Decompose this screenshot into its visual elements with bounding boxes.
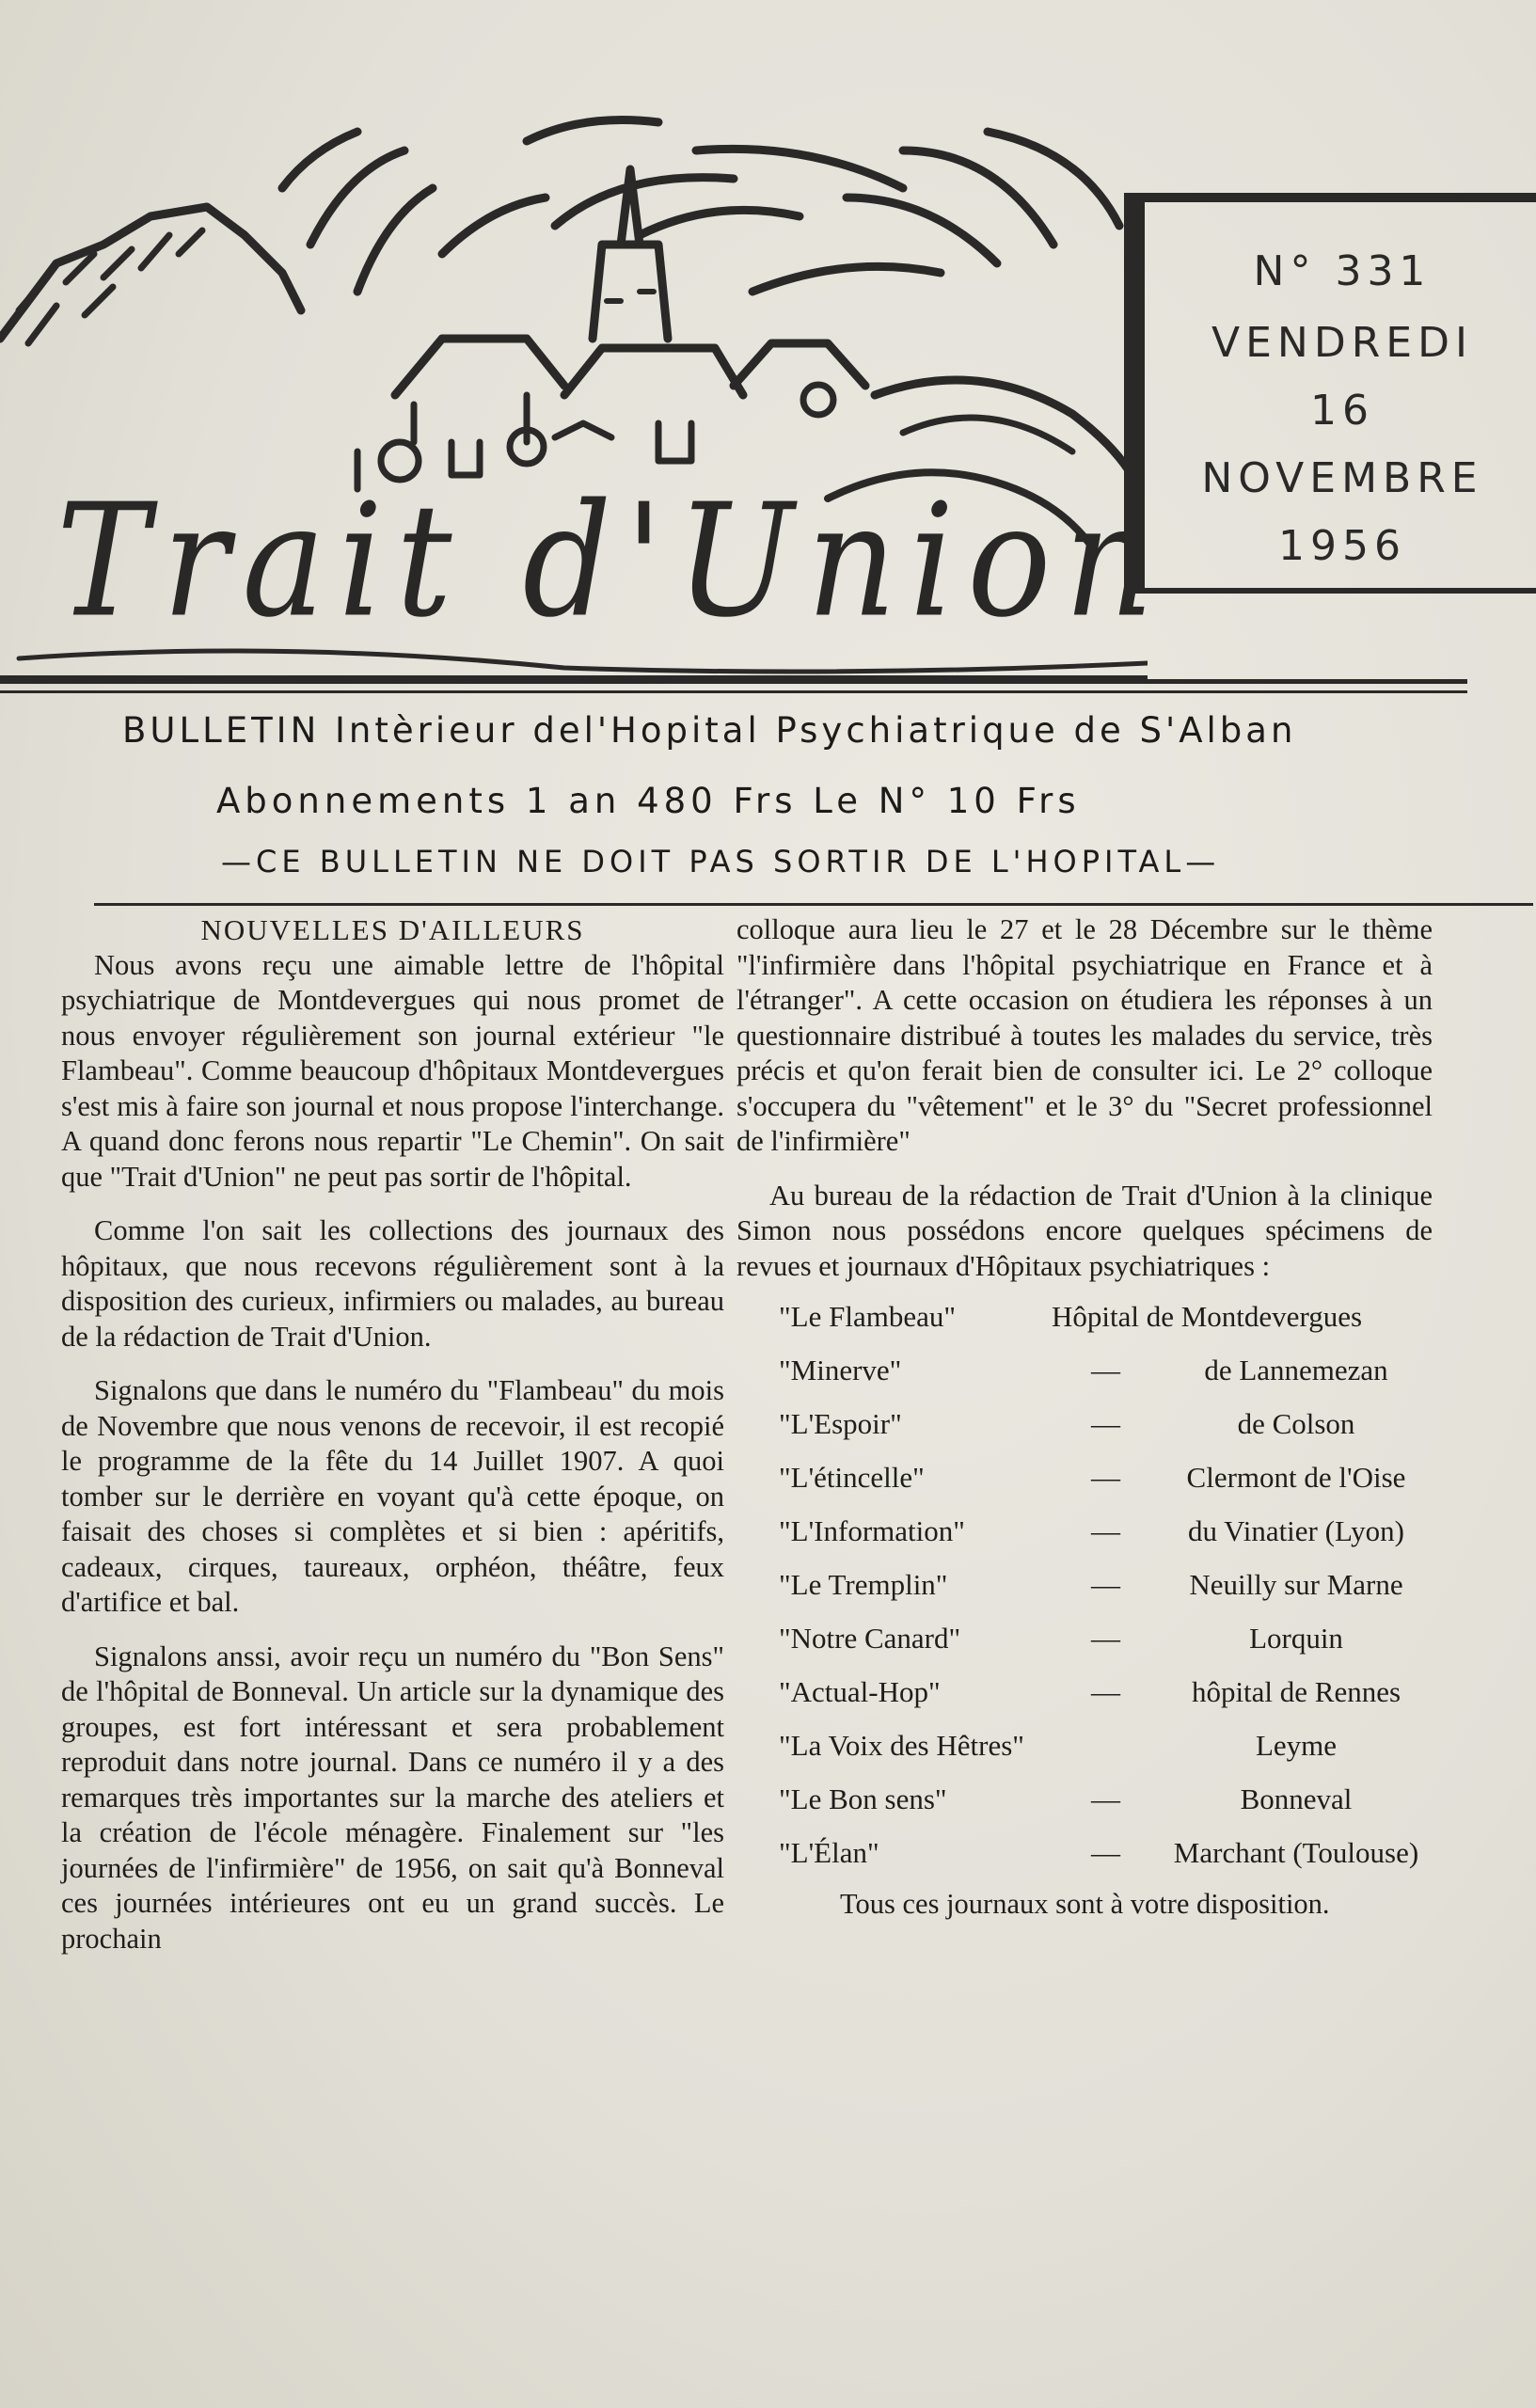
paragraph: Tous ces journaux sont à votre disposition. <box>840 1888 1330 1920</box>
list-item <box>736 1290 1433 1343</box>
masthead-title: Trait d'Union <box>56 470 1167 652</box>
issue-number: N° 331 <box>1253 247 1432 295</box>
paragraph: Au bureau de la rédaction de Trait d'Union à la clinique Simon nous possédons encore quelques spécimens de revues et journaux d'Hôpitaux psychiatriques : <box>736 1179 1433 1282</box>
journal-place: Lorquin <box>1249 1621 1343 1655</box>
journal-dash: — <box>1091 1460 1120 1494</box>
journal-dash: — <box>1091 1406 1120 1440</box>
journal-dash: — <box>1091 1567 1120 1601</box>
journal-name: "L'Espoir" <box>779 1406 902 1440</box>
journal-name: "Notre Canard" <box>779 1621 961 1655</box>
issue-weekday: VENDREDI <box>1211 319 1473 367</box>
journal-dash: — <box>1091 1835 1120 1869</box>
list-item <box>736 1504 1433 1558</box>
list-item <box>736 1450 1433 1504</box>
journal-place: de Lannemezan <box>1204 1353 1388 1386</box>
right-column <box>736 912 1433 1923</box>
list-item <box>736 1719 1433 1772</box>
journal-name: "L'étincelle" <box>779 1460 925 1494</box>
journal-list <box>736 1290 1433 1879</box>
notice-line: —CE BULLETIN NE DOIT PAS SORTIR DE L'HOPITAL— <box>221 844 1221 879</box>
journal-place: de Colson <box>1237 1406 1355 1440</box>
journal-name: "L'Élan" <box>779 1835 879 1869</box>
issue-year: 1956 <box>1278 522 1406 570</box>
journal-place: Hôpital de Montdevergues <box>1052 1299 1363 1333</box>
paragraph: colloque aura lieu le 27 et le 28 Décembre sur le thème "l'infirmière dans l'hôpital psychiatrique en France et à l'étranger". A cette occasion on étudiera les réponses à un questionnaire distribué à toutes les malades du service, très précis et qu'on ferait bien de consulter ici. Le 2° colloque s'occupera du "vêtement" et le 3° du "Secret professionnel de l'infirmière" <box>736 913 1433 1157</box>
journal-name: "L'Information" <box>779 1513 965 1547</box>
journal-name: "La Voix des Hêtres" <box>779 1728 1024 1762</box>
issue-day: 16 <box>1310 387 1374 435</box>
journal-place: Clermont de l'Oise <box>1186 1460 1406 1494</box>
header-rule <box>94 903 1533 906</box>
paragraph: Comme l'on sait les collections des journaux des hôpitaux, que nous recevons régulièrement sont à la disposition des curieux, infirmiers ou malades, au bureau de la rédaction de Trait d'Union. <box>61 1214 724 1353</box>
list-item <box>736 1558 1433 1611</box>
bulletin-title-line: BULLETIN Intèrieur del'Hopital Psychiatrique de S'Alban <box>122 710 1297 751</box>
masthead-rule-thin <box>0 690 1467 693</box>
paragraph: Signalons anssi, avoir reçu un numéro du "Bon Sens" de l'hôpital de Bonneval. Un article sur la dynamique des groupes, est fort intéressant et sera probablement reproduit dans notre journal. Dans ce numéro il y a des remarques très importantes sur la marche des ateliers et la création de l'école ménagère. Finalement sur "les journées de l'infirmière" de 1956, on sait qu'à Bonneval ces journées intérieures ont eu un grand succès. Le prochain <box>61 1640 724 1955</box>
paragraph: Signalons que dans le numéro du "Flambeau" du mois de Novembre que nous venons de recevoir, il est recopié le programme de la fête du 14 Juillet 1907. A quoi tomber sur le derrière en voyant qu'à cette époque, on faisait des choses si complètes et si bien : apéritifs, cadeaux, cirques, taureaux, orphéon, théâtre, feux d'artifice et bal. <box>61 1374 724 1618</box>
list-item <box>736 1772 1433 1826</box>
list-item <box>736 1826 1433 1879</box>
journal-name: "Actual-Hop" <box>779 1674 941 1708</box>
journal-place: Leyme <box>1255 1728 1338 1762</box>
journal-dash: — <box>1091 1353 1120 1386</box>
list-item <box>736 1665 1433 1719</box>
subscription-line: Abonnements 1 an 480 Frs Le N° 10 Frs <box>216 781 1081 821</box>
list-item <box>736 1343 1433 1397</box>
issue-date-box <box>1124 193 1536 594</box>
paragraph: Nous avons reçu une aimable lettre de l'hôpital psychiatrique de Montdevergues qui nous promet de nous envoyer régulièrement son journal extérieur "le Flambeau". Comme beaucoup d'hôpitaux Montdevergues s'est mis à faire son journal et nous propose l'interchange. A quand donc ferons nous repartir "Le Chemin". On sait que "Trait d'Union" ne peut pas sortir de l'hôpital. <box>61 948 724 1193</box>
journal-dash: — <box>1091 1513 1120 1547</box>
journal-dash: — <box>1091 1674 1120 1708</box>
list-item <box>736 1611 1433 1665</box>
masthead-rule <box>0 679 1467 684</box>
list-item <box>736 1397 1433 1450</box>
journal-name: "Minerve" <box>779 1353 902 1386</box>
journal-name: "Le Tremplin" <box>779 1567 948 1601</box>
issue-month: NOVEMBRE <box>1201 454 1483 502</box>
journal-name: "Le Bon sens" <box>779 1782 947 1815</box>
journal-place: Neuilly sur Marne <box>1189 1567 1403 1601</box>
journal-name: "Le Flambeau" <box>779 1299 956 1333</box>
journal-place: du Vinatier (Lyon) <box>1187 1513 1405 1547</box>
journal-dash: — <box>1091 1782 1120 1815</box>
journal-dash: — <box>1091 1621 1120 1655</box>
left-column <box>61 912 724 1956</box>
journal-place: Marchant (Toulouse) <box>1173 1835 1419 1869</box>
journal-place: hôpital de Rennes <box>1191 1674 1401 1708</box>
section-heading: NOUVELLES D'AILLEURS <box>200 913 585 946</box>
journal-place: Bonneval <box>1240 1782 1353 1815</box>
